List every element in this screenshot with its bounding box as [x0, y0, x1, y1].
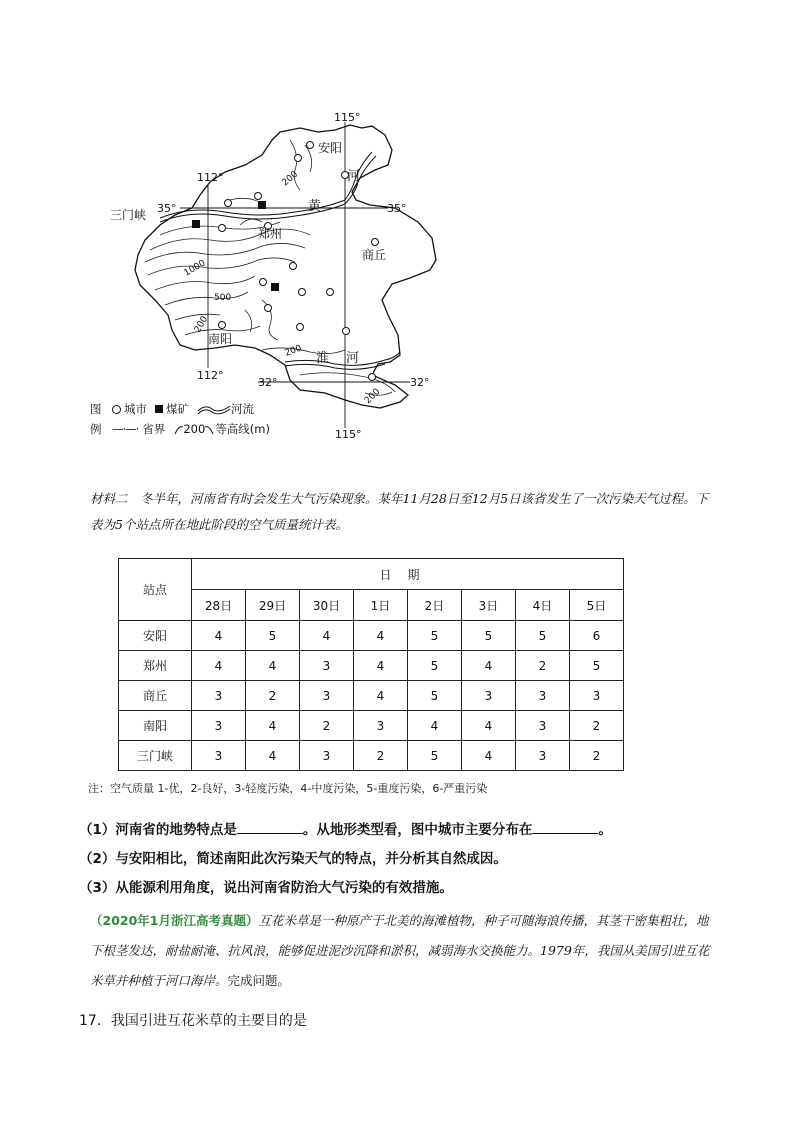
coal-marker: [271, 283, 279, 291]
legend-coal: 煤矿: [166, 402, 189, 416]
river-label-he-huai: 河: [346, 351, 360, 366]
border-symbol-icon: —·—·: [112, 422, 139, 436]
city-label-anyang: 安阳: [318, 141, 343, 155]
legend-river: 河流: [231, 402, 254, 416]
day-header: 2日: [408, 590, 462, 621]
lon-112-top: 112°: [197, 171, 224, 184]
river-label-huai: 淮: [316, 351, 330, 366]
table-row: [119, 651, 624, 681]
value-cell: 3: [516, 741, 570, 771]
value-cell: 4: [300, 621, 354, 651]
question-1-part-b: 。从地形类型看，图中城市主要分布在: [302, 822, 533, 838]
river-label-huang: 黄: [308, 199, 322, 214]
legend-contour: 等高线(m): [215, 422, 270, 436]
value-cell: 4: [354, 621, 408, 651]
value-cell: 4: [462, 711, 516, 741]
station-cell: 安阳: [119, 621, 192, 651]
contour-label: 1000: [182, 258, 208, 279]
value-cell: 4: [354, 681, 408, 711]
material-two-text: 材料二 冬半年，河南省有时会发生大气污染现象。某年11月28日至12月5日该省发生了一次污染天气过程。下表为5个站点所在地此阶段的空气质量统计表。: [90, 491, 709, 532]
question-1: [79, 816, 719, 845]
passage: [90, 906, 720, 996]
value-cell: 2: [300, 711, 354, 741]
value-cell: 3: [192, 741, 246, 771]
station-header: 站点: [119, 559, 192, 621]
passage-text: 互花米草是一种原产于北美的海滩植物，种子可随海浪传播，其茎干密集粗壮，地下根茎发达，耐盐耐淹、抗风浪，能够促进泥沙沉降和淤积，减弱海水交换能力。1979年，我国从美国引进互花米草并种植于河口海岸。: [90, 913, 710, 988]
table-note: 注：空气质量 1-优，2-良好，3-轻度污染，4-中度污染，5-重度污染，6-严重污染: [88, 782, 488, 795]
value-cell: 2: [570, 711, 624, 741]
map-legend: [90, 399, 278, 439]
value-cell: 3: [192, 681, 246, 711]
questions: [79, 816, 719, 903]
value-cell: 4: [246, 741, 300, 771]
passage-suffix: 完成问题。: [227, 973, 291, 988]
city-marker: [219, 225, 226, 232]
day-header: 4日: [516, 590, 570, 621]
river-label-he: 河: [347, 169, 361, 184]
table-row: [119, 741, 624, 771]
city-marker-anyang: [307, 142, 314, 149]
lat-35-left: 35°: [157, 202, 177, 215]
value-cell: 2: [516, 651, 570, 681]
lat-32-left: 32°: [258, 376, 278, 389]
station-cell: 商丘: [119, 681, 192, 711]
value-cell: 6: [570, 621, 624, 651]
value-cell: 3: [516, 681, 570, 711]
question-2: （2）与安阳相比，简述南阳此次污染天气的特点，并分析其自然成因。: [79, 851, 507, 867]
contour-label: 500: [214, 293, 232, 303]
legend-border: 省界: [142, 422, 166, 436]
city-marker-nanyang: [219, 322, 226, 329]
value-cell: 3: [354, 711, 408, 741]
legend-head-2: 例: [90, 422, 102, 436]
value-cell: 3: [300, 741, 354, 771]
coal-symbol-icon: [155, 405, 163, 413]
value-cell: 3: [516, 711, 570, 741]
contour-label: 200: [283, 343, 304, 359]
day-header: 1日: [354, 590, 408, 621]
value-cell: 4: [354, 651, 408, 681]
value-cell: 5: [516, 621, 570, 651]
city-label-nanyang: 南阳: [208, 332, 233, 346]
lat-35-right: 35°: [387, 202, 407, 215]
value-cell: 3: [462, 681, 516, 711]
day-header: 30日: [300, 590, 354, 621]
question-1-part-c: 。: [598, 822, 612, 838]
city-marker: [297, 324, 304, 331]
contour-label: 200: [192, 314, 211, 335]
legend-head-1: 图: [90, 402, 102, 416]
river-symbol-icon: [197, 403, 231, 415]
value-cell: 2: [246, 681, 300, 711]
station-cell: 三门峡: [119, 741, 192, 771]
city-marker-shangqiu: [372, 239, 379, 246]
city-marker: [295, 155, 302, 162]
table-row: [119, 681, 624, 711]
day-header: 3日: [462, 590, 516, 621]
contour-symbol-icon: [173, 423, 183, 435]
value-cell: 5: [408, 741, 462, 771]
value-cell: 4: [192, 621, 246, 651]
day-header: 5日: [570, 590, 624, 621]
value-cell: 4: [246, 651, 300, 681]
value-cell: 4: [462, 651, 516, 681]
coal-marker: [258, 201, 266, 209]
value-cell: 3: [300, 651, 354, 681]
lon-115-top: 115°: [334, 111, 361, 124]
legend-contour-sym: 200: [183, 422, 206, 436]
city-label-zhengzhou: 郑州: [258, 227, 283, 241]
city-marker: [299, 289, 306, 296]
value-cell: 5: [408, 681, 462, 711]
value-cell: 2: [354, 741, 408, 771]
city-symbol-icon: [112, 405, 121, 414]
day-header: 28日: [192, 590, 246, 621]
answer-blank-1[interactable]: [237, 819, 303, 834]
value-cell: 5: [570, 651, 624, 681]
coal-marker: [192, 220, 200, 228]
value-cell: 4: [246, 711, 300, 741]
question-1-part-a: （1）河南省的地势特点是: [79, 822, 237, 838]
question-17: 17．我国引进互花米草的主要目的是: [79, 1013, 307, 1029]
value-cell: 5: [246, 621, 300, 651]
lon-115-bottom: 115°: [335, 428, 362, 441]
city-marker: [225, 200, 232, 207]
graticule: [180, 122, 410, 428]
city-marker: [260, 279, 267, 286]
value-cell: 5: [462, 621, 516, 651]
table-row: [119, 711, 624, 741]
contour-label: 200: [280, 169, 301, 189]
city-marker: [290, 263, 297, 270]
value-cell: 5: [408, 621, 462, 651]
henan-map: [0, 0, 794, 460]
city-marker: [327, 289, 334, 296]
value-cell: 5: [408, 651, 462, 681]
lon-112-bottom: 112°: [197, 369, 224, 382]
city-label-shangqiu: 商丘: [362, 248, 387, 262]
answer-blank-2[interactable]: [532, 819, 598, 834]
value-cell: 3: [192, 711, 246, 741]
value-cell: 4: [462, 741, 516, 771]
air-quality-table: [118, 558, 624, 771]
contour-symbol-tail-icon: [205, 423, 215, 435]
passage-source: （2020年1月浙江高考真题）: [90, 913, 259, 928]
contour-label: 200: [363, 386, 383, 407]
value-cell: 3: [300, 681, 354, 711]
date-header: 日期: [192, 559, 624, 590]
station-cell: 郑州: [119, 651, 192, 681]
value-cell: 2: [570, 741, 624, 771]
table-row: [119, 621, 624, 651]
city-marker: [255, 193, 262, 200]
day-header: 29日: [246, 590, 300, 621]
station-cell: 南阳: [119, 711, 192, 741]
city-marker: [343, 328, 350, 335]
city-marker: [265, 305, 272, 312]
legend-city: 城市: [124, 402, 147, 416]
question-3: （3）从能源利用角度，说出河南省防治大气污染的有效措施。: [79, 880, 453, 896]
city-marker: [369, 374, 376, 381]
value-cell: 3: [570, 681, 624, 711]
lat-32-right: 32°: [410, 376, 430, 389]
value-cell: 4: [192, 651, 246, 681]
value-cell: 4: [408, 711, 462, 741]
material-two: [90, 486, 710, 538]
city-label-sanmenxia: 三门峡: [110, 208, 147, 222]
